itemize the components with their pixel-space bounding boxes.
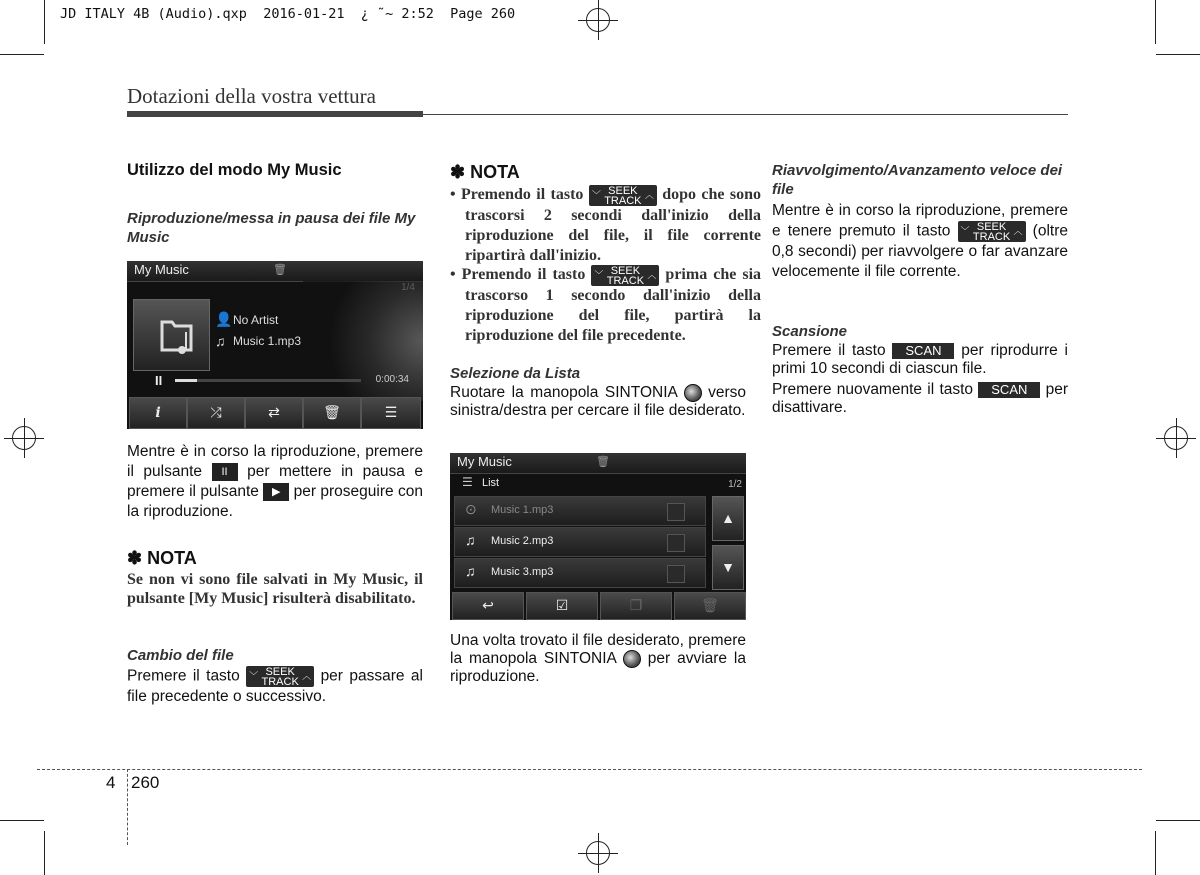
list-item-label: Music 3.mp3 [491, 566, 554, 578]
scan-button-icon: SCAN [978, 382, 1040, 398]
list-label: List [482, 477, 500, 489]
seek-label: SEEK [265, 666, 295, 678]
album-art-icon [133, 299, 210, 371]
screen-title-bar [127, 261, 423, 282]
back-icon: ↩ [482, 597, 494, 613]
col3-paragraph [772, 381, 1068, 417]
nota-heading: ✽ NOTA [127, 548, 197, 568]
select-all-button[interactable] [526, 592, 598, 620]
crop-mark [1155, 831, 1156, 875]
registration-mark-icon [578, 0, 618, 40]
crop-mark [0, 54, 44, 55]
seek-track-button-icon: ﹀ SEEK TRACK ︿ [591, 265, 659, 286]
play-button-icon: ▶ [263, 483, 289, 501]
col1-subheading: Cambio del file [127, 647, 234, 664]
elapsed-time: 0:00:34 [375, 374, 409, 385]
text: dopo che sono trascorsi 2 secondi dall'inizio della riproduzione del file, il file corrente ripartirà dall'inizio. [465, 186, 762, 264]
registration-mark-icon [578, 833, 618, 873]
col2-subheading: Selezione da Lista [450, 365, 581, 382]
arrow-down-icon: ▼ [721, 559, 735, 575]
track-label: TRACK [604, 195, 642, 207]
col1-heading: Utilizzo del modo My Music [127, 161, 342, 179]
track-label: TRACK [261, 676, 299, 688]
crop-mark [44, 831, 45, 875]
col3-subheading: Scansione [772, 323, 848, 340]
checkbox[interactable] [667, 503, 685, 521]
progress-track[interactable] [175, 379, 361, 382]
page-number: 260 [131, 773, 160, 792]
crop-mark [44, 0, 45, 44]
text: per avviare la riproduzione. [450, 650, 746, 686]
scroll-down-button[interactable] [712, 545, 744, 590]
shuffle-icon: ⤮ [210, 404, 222, 420]
crop-mark [0, 820, 44, 821]
trash-icon: 🗑 [273, 264, 287, 276]
list-item[interactable] [454, 496, 706, 526]
crop-mark [1156, 820, 1200, 821]
text: prima che sia trascorso 1 secondo dall'inizio della riproduzione del file, partirà la riproduzione del file precedente. [465, 266, 762, 344]
track-label: TRACK [606, 275, 645, 287]
back-button[interactable] [452, 592, 524, 620]
registration-mark-icon [1156, 418, 1196, 458]
nota-text: Se non vi sono file salvati in My Music, il pulsante [My Music] risulterà disabilitato. [127, 571, 423, 607]
seek-label: SEEK [976, 221, 1007, 233]
info-button[interactable] [129, 397, 187, 429]
my-music-list-screen [450, 453, 746, 620]
text: Premere il tasto [772, 342, 886, 359]
list-item-label: Music 1.mp3 [491, 504, 554, 516]
text: Mentre è in corso la riproduzione, premere e tenere premuto il tasto [772, 202, 1068, 240]
registration-mark-icon [4, 418, 44, 458]
footer-rule [37, 769, 1142, 770]
screen-title: My Music [134, 262, 189, 277]
text: Premere nuovamente il tasto [772, 381, 974, 398]
my-music-screen [127, 261, 423, 429]
pause-icon[interactable]: II [155, 373, 163, 388]
text: per disattivare. [772, 381, 1069, 416]
delete-button[interactable] [674, 592, 746, 620]
text: per mettere in pausa e premere il pulsante [127, 463, 424, 500]
arrow-up-icon: ▲ [721, 510, 735, 526]
pause-button-icon: II [212, 463, 238, 481]
seek-track-button-icon: ﹀ SEEK TRACK ︿ [246, 666, 314, 687]
repeat-button[interactable] [245, 397, 303, 429]
scroll-up-button[interactable] [712, 496, 744, 541]
chapter-number: 4 [106, 773, 116, 792]
file-name: Music 1.mp3 [233, 334, 302, 348]
header-rule [423, 114, 1068, 115]
col3-paragraph [772, 342, 1068, 378]
deselect-button[interactable] [600, 592, 672, 620]
list-icon: ☰ [462, 475, 473, 489]
list-icon: ☰ [384, 404, 398, 420]
nota-heading: ✽ NOTA [450, 162, 520, 182]
scan-button-icon: SCAN [892, 343, 954, 359]
checkbox-icon: ☑ [555, 597, 569, 613]
checkbox[interactable] [667, 565, 685, 583]
text: Mentre è in corso la riproduzione, premere il pulsante [127, 443, 423, 480]
progress-fill [175, 379, 197, 382]
crop-mark [1155, 0, 1156, 44]
text: (oltre 0,8 secondi) per riavvolgere o far avanzare velocemente il file corrente. [772, 222, 1068, 280]
track-label: TRACK [972, 231, 1011, 243]
col1-paragraph [127, 666, 423, 707]
print-header: JD ITALY 4B (Audio).qxp 2016-01-21 ¿ ˜~ 2:52 Page 260 [60, 6, 516, 22]
delete-button[interactable] [303, 397, 361, 429]
nota-bullet: • Premendo il tasto ﹀ SEEK TRACK ︿ dopo che sono trascorsi 2 secondi dall'inizio della riproduzione del file, il file corrente ripartirà dall'inizio. [450, 185, 762, 264]
trash-icon: 🗑 [596, 456, 610, 468]
col2-paragraph [450, 632, 746, 686]
footer-divider [127, 769, 128, 845]
section-title: Dotazioni della vostra vettura [127, 84, 376, 108]
seek-track-button-icon: ﹀ SEEK TRACK ︿ [589, 185, 657, 206]
text: per riprodurre i primi 10 secondi di ciascun file. [772, 342, 1069, 377]
col1-subheading: Riproduzione/messa in pausa dei file My Music [127, 210, 416, 246]
trash-icon: 🗑 [323, 404, 341, 420]
text: Premere il tasto [127, 667, 240, 685]
play-circle-icon: ⊙ [465, 501, 477, 517]
music-note-icon: ♫ [215, 333, 226, 349]
nota-bullet: • Premendo il tasto ﹀ SEEK TRACK ︿ prima che sia trascorso 1 secondo dall'inizio della riproduzione del file, partirà la riproduzione del file precedente. [450, 265, 762, 344]
seek-track-button-icon: ﹀ SEEK TRACK ︿ [958, 221, 1026, 242]
copy-icon: ❐ [629, 597, 643, 613]
col2-paragraph [450, 384, 746, 420]
checkbox[interactable] [667, 534, 685, 552]
list-item-label: Music 2.mp3 [491, 535, 554, 547]
repeat-icon: ⇄ [268, 404, 280, 420]
text: verso sinistra/destra per cercare il file desiderato. [450, 384, 746, 420]
tuning-knob-icon [623, 650, 641, 668]
list-item[interactable] [454, 527, 706, 557]
text: per proseguire con la riproduzione. [127, 483, 423, 520]
seek-label: SEEK [608, 185, 638, 197]
screen-title-bar [450, 453, 746, 474]
screen-title: My Music [457, 454, 512, 469]
shuffle-button[interactable] [187, 397, 245, 429]
page-indicator: 1/2 [728, 479, 742, 490]
list-item[interactable] [454, 558, 706, 588]
col3-subheading: Riavvolgimento/Avanzamento veloce dei file [772, 162, 1063, 198]
trash-icon: 🗑 [701, 597, 719, 613]
header-rule [127, 111, 423, 117]
artist-name: No Artist [233, 313, 279, 327]
text: Ruotare la manopola SINTONIA [450, 384, 677, 402]
list-button[interactable] [361, 397, 421, 429]
col1-paragraph [127, 442, 423, 522]
crop-mark [1156, 54, 1200, 55]
info-icon: i [155, 405, 161, 421]
music-note-icon: ♫ [465, 532, 476, 548]
text: Una volta trovato il file desiderato, premere la manopola SINTONIA [450, 632, 746, 668]
text: per passare al file precedente o successivo. [127, 667, 423, 705]
text: Premendo il tasto [460, 186, 584, 204]
text: Premendo il tasto [461, 266, 586, 284]
col3-paragraph [772, 201, 1068, 282]
music-note-icon: ♫ [465, 563, 476, 579]
seek-label: SEEK [610, 265, 641, 277]
tuning-knob-icon [684, 384, 702, 402]
artist-icon: 👤 [215, 311, 233, 327]
